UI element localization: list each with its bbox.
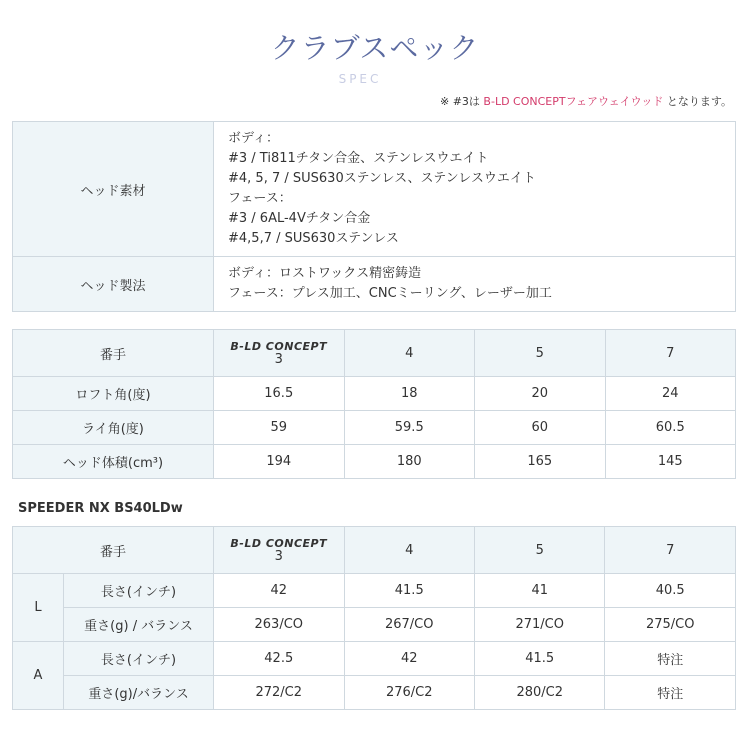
table-cell: 16.5	[214, 377, 345, 411]
head-material-value	[214, 122, 736, 257]
table-row	[13, 411, 736, 445]
column-header-7: 7	[605, 527, 736, 574]
row-label-length: 長さ(インチ)	[64, 574, 214, 608]
brand-logo-text: B-LD CONCEPT	[230, 536, 328, 550]
note-highlight: B-LD CONCEPTフェアウェイウッド	[483, 95, 664, 108]
table-row	[13, 574, 736, 608]
table-row	[13, 257, 736, 312]
row-label-loft: ロフト角(度)	[13, 377, 214, 411]
table-cell: 60.5	[605, 411, 736, 445]
table-cell: 180	[344, 445, 475, 479]
table-row	[13, 377, 736, 411]
row-label-weight-balance: 重さ(g) / バランス	[64, 608, 214, 642]
note-suffix: となります。	[663, 95, 732, 108]
shaft-section-title: SPEEDER NX BS40LDw	[18, 501, 183, 516]
table-cell: 59.5	[344, 411, 475, 445]
value-line: フェース：	[228, 191, 292, 206]
table-cell: 271/CO	[474, 608, 604, 642]
table-cell: 272/C2	[214, 676, 344, 710]
table-row	[13, 676, 736, 710]
table-row	[13, 608, 736, 642]
table-row	[13, 642, 736, 676]
column-header-5: 5	[475, 330, 606, 377]
table-row	[13, 122, 736, 257]
column-header-3	[214, 330, 345, 377]
row-label-head-material: ヘッド素材	[13, 122, 214, 257]
column-header-4: 4	[344, 330, 475, 377]
table-row	[13, 445, 736, 479]
table-cell: 145	[605, 445, 736, 479]
value-line: フェース：プレス加工、CNCミーリング、レーザー加工	[228, 286, 552, 301]
table-cell: 特注	[605, 676, 736, 710]
club-number: 3	[274, 548, 283, 564]
value-line: ボディ：	[228, 131, 279, 146]
head-material-table	[12, 121, 736, 312]
value-line: #4, 5, 7 / SUS630ステンレス、ステンレスウエイト	[228, 171, 536, 186]
table-header-row	[13, 330, 736, 377]
table-cell: 194	[214, 445, 345, 479]
row-label-length: 長さ(インチ)	[64, 642, 214, 676]
value-line: #3 / 6AL-4Vチタン合金	[228, 211, 371, 226]
row-label-head-manufacturing: ヘッド製法	[13, 257, 214, 312]
club-number: 3	[274, 351, 283, 367]
table-cell: 60	[475, 411, 606, 445]
note-text	[440, 93, 732, 109]
table-cell: 267/CO	[344, 608, 474, 642]
table-cell: 24	[605, 377, 736, 411]
table-cell: 280/C2	[474, 676, 604, 710]
header-label: 番手	[13, 527, 214, 574]
table-cell: 42	[344, 642, 474, 676]
brand-logo-text: B-LD CONCEPT	[230, 339, 328, 353]
row-label-weight-balance: 重さ(g)/バランス	[64, 676, 214, 710]
table-cell: 41.5	[474, 642, 604, 676]
flex-label-a: A	[13, 642, 64, 710]
page-subtitle: SPEC	[338, 72, 382, 86]
value-line: ボディ：ロストワックス精密鋳造	[228, 266, 422, 281]
value-line: #3 / Ti811チタン合金、ステンレスウエイト	[228, 151, 489, 166]
table-header-row	[13, 527, 736, 574]
table-cell: 41.5	[344, 574, 474, 608]
note-prefix: ※ #3は	[439, 95, 484, 108]
table-cell: 165	[475, 445, 606, 479]
flex-label-l: L	[13, 574, 64, 642]
shaft-spec-table	[12, 526, 736, 710]
page-title: クラブスペック	[270, 31, 480, 65]
table-cell: 276/C2	[344, 676, 474, 710]
table-cell: 特注	[605, 642, 736, 676]
spec-table	[12, 329, 736, 479]
column-header-3	[214, 527, 344, 574]
value-line: #4,5,7 / SUS630ステンレス	[228, 231, 399, 246]
table-cell: 42	[214, 574, 344, 608]
table-cell: 40.5	[605, 574, 736, 608]
table-cell: 59	[214, 411, 345, 445]
header-label: 番手	[13, 330, 214, 377]
table-cell: 41	[474, 574, 604, 608]
table-cell: 263/CO	[214, 608, 344, 642]
column-header-5: 5	[474, 527, 604, 574]
table-cell: 42.5	[214, 642, 344, 676]
column-header-7: 7	[605, 330, 736, 377]
head-manufacturing-value	[214, 257, 736, 312]
table-cell: 20	[475, 377, 606, 411]
table-cell: 275/CO	[605, 608, 736, 642]
row-label-volume: ヘッド体積(cm³)	[13, 445, 214, 479]
column-header-4: 4	[344, 527, 474, 574]
table-cell: 18	[344, 377, 475, 411]
row-label-lie: ライ角(度)	[13, 411, 214, 445]
